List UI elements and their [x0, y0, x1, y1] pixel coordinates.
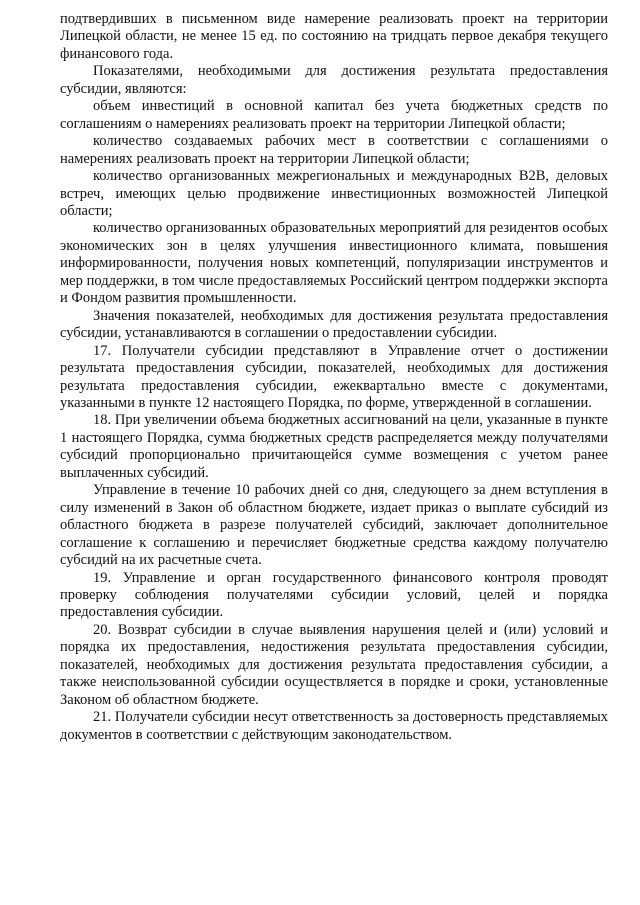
paragraph-indicator-education: количество организованных образовательных мероприятий для резидентов особых экономических зон в целях улучшения инвестиционного климата, повышения информированности, получения новых компетенций, популяризации инструментов и мер поддержки, в том числе предоставляемых Российский центром поддержки экспорта и Фондом развития промышленности.	[60, 220, 608, 307]
paragraph-clause-21: 21. Получатели субсидии несут ответственность за достоверность представляемых документов в соответствии с действующим законодательством.	[60, 709, 608, 743]
paragraph-clause-17: 17. Получатели субсидии представляют в Управление отчет о достижении результата предоставления субсидии, показателей, необходимых для достижения результата предоставления субсидии, ежеквартально вместе с документами, указанными в пункте 12 настоящего Порядка, по форме, утвержденной в соглашении.	[60, 342, 608, 411]
paragraph-indicator-b2b: количество организованных межрегиональных и международных B2B, деловых встреч, имеющих целью продвижение инвестиционных возможностей Липецкой области;	[60, 168, 608, 219]
paragraph-clause-19: 19. Управление и орган государственного финансового контроля проводят проверку соблюдения получателями субсидии условий, целей и порядка предоставления субсидии.	[60, 569, 608, 621]
paragraph-continuation: подтвердивших в письменном виде намерение реализовать проект на территории Липецкой области, не менее 15 ед. по состоянию на тридцать первое декабря текущего финансового года.	[60, 11, 608, 62]
paragraph-indicator-jobs: количество создаваемых рабочих мест в соответствии с соглашениями о намерениях реализовать проект на территории Липецкой области;	[60, 133, 608, 167]
paragraph-indicators-intro: Показателями, необходимыми для достижения результата предоставления субсидии, являются:	[60, 63, 608, 97]
paragraph-indicator-investment: объем инвестиций в основной капитал без учета бюджетных средств по соглашениям о намерениях реализовать проект на территории Липецкой области;	[60, 98, 608, 132]
paragraph-clause-20: 20. Возврат субсидии в случае выявления нарушения целей и (или) условий и порядка их предоставления, недостижения результата предоставления субсидии, показателей, необходимых для достижения результата предоставления субсидии, а также неиспользованной субсидии осуществляется в порядке и сроки, установленные Законом об областном бюджете.	[60, 621, 608, 708]
paragraph-clause-18-management: Управление в течение 10 рабочих дней со дня, следующего за днем вступления в силу изменений в Закон об областном бюджете, издает приказ о выплате субсидий из областного бюджета в разрезе получателей субсидий, заключает дополнительное соглашение к соглашению и перечисляет бюджетные средства каждому получателю субсидий на их расчетные счета.	[60, 482, 608, 569]
paragraph-indicator-values: Значения показателей, необходимых для достижения результата предоставления субсидии, устанавливаются в соглашении о предоставлении субсидии.	[60, 307, 608, 342]
paragraph-clause-18: 18. При увеличении объема бюджетных ассигнований на цели, указанные в пункте 1 настоящего Порядка, сумма бюджетных средств распределяется между получателями субсидий пропорционально причитающейся сумме возмещения с учетом ранее выплаченных субсидий.	[60, 412, 608, 481]
